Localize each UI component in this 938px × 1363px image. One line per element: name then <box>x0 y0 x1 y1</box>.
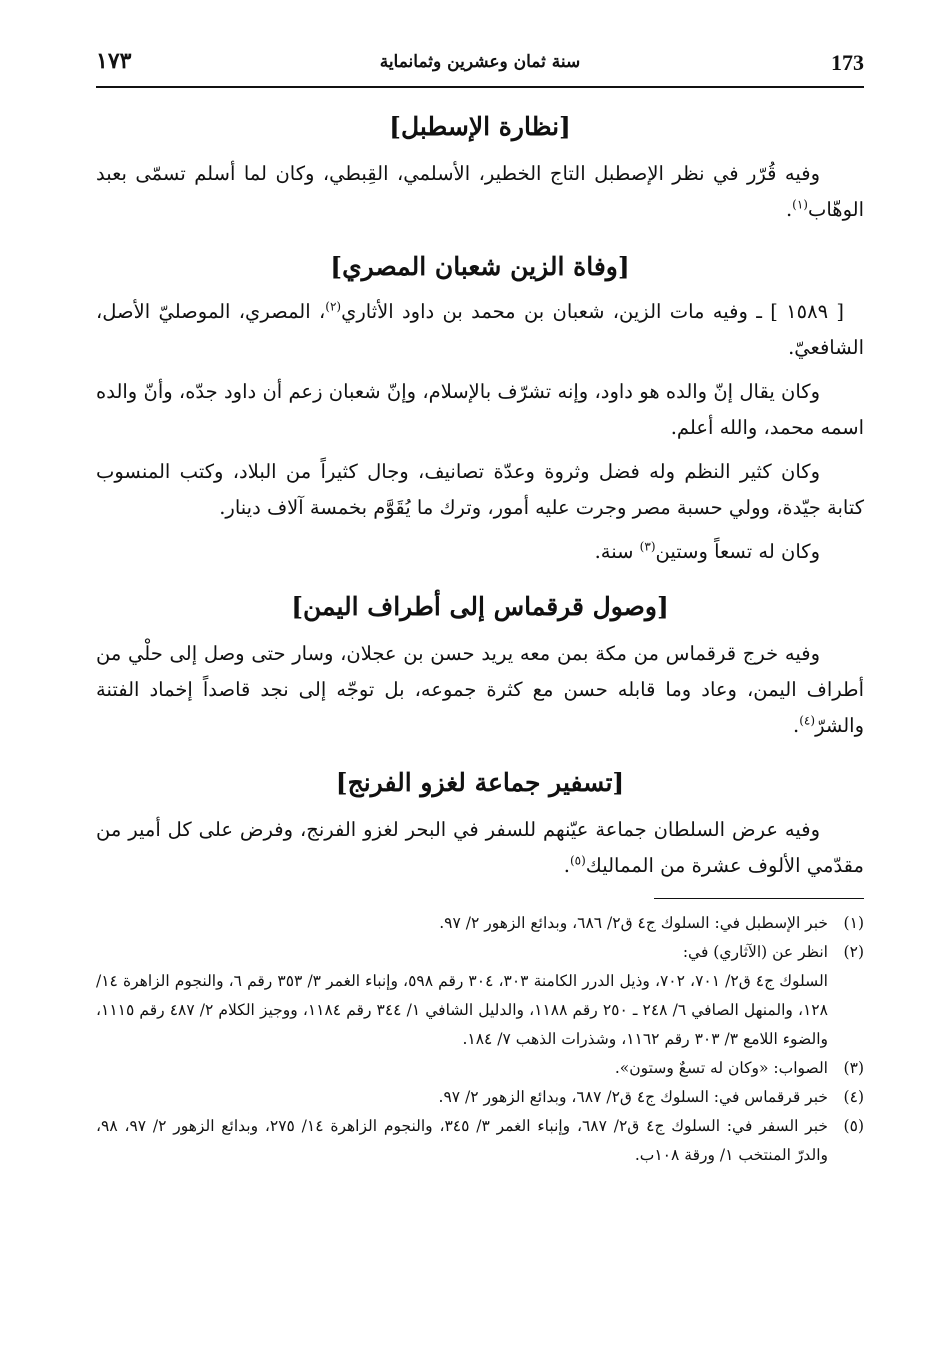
paragraph-stable: وفيه قُرّر في نظر الإصطبل التاج الخطير، الأسلمي، القِبطي، وكان لما أسلم تسمّى بعبد الوهّاب$^{(١)}$. <box>96 162 864 221</box>
footnote-continuation: السلوك ج٤ ق٢/ ٧٠١، ٧٠٢، وذيل الدرر الكامنة ٣٠٣، ٣٠٤ رقم ٥٩٨، وإنباء الغمر ٣/ ٣٥٣ رقم ٦، والنجوم الزاهرة ١٤/ ١٢٨، والمنهل الصافي ٦/ ٢٤٨ ـ ٢٥٠ رقم ١١٨٨، والدليل الشافي ١/ ٣٤٤ رقم ١١٨٤، ووجيز الكلام ٢/ ٤٨٧ رقم ١١١٥، والضوء اللامع ٣/ ٣٠٣ رقم ١١٦٢، وشذرات الذهب ٧/ ١٨٤. <box>96 972 828 1048</box>
paragraph-age: وكان له تسعاً وستين$^{(٣)}$ سنة. <box>594 539 820 563</box>
section-title-death-zain: [وفاة الزين شعبان المصري] <box>330 252 630 281</box>
footnote-text: الصواب: «وكان له تسعٌ وستون». <box>614 1059 828 1077</box>
page-number-arabic: ١٧٣ <box>96 48 132 74</box>
footnote-item <box>96 909 864 938</box>
section-title-stable: [نظارة الإسطبل] <box>389 112 571 141</box>
footnote-text: خبر قرقماس في: السلوك ج٤ ق٢/ ٦٨٧، وبدائع الزهور ٢/ ٩٧. <box>438 1088 828 1106</box>
page-number-latin: 173 <box>831 50 864 75</box>
footnote-text: انظر عن (الآثاري) في: <box>682 943 828 961</box>
footnote-item <box>96 1112 864 1170</box>
footnote-ref: (٥) <box>569 853 586 868</box>
footnote-ref: (٢) <box>325 299 342 314</box>
footnote-ref: (٣) <box>639 539 656 554</box>
paragraph-qurqmas: وفيه خرج قرقماس من مكة بمن معه يريد حسن بن عجلان، وسار حتى وصل إلى حلْي من أطراف اليمن، وعاد وما قابله حسن مع كثرة جموعه، بل توجّه إلى نجد قاصداً إخماد الفتنة والشرّ$^{(٤)}$. <box>96 642 864 737</box>
section-title-qurqmas: [وصول قرقماس إلى أطراف اليمن] <box>291 592 669 621</box>
page-header <box>96 40 864 88</box>
footnote-number: (٢) <box>843 943 864 961</box>
paragraph-works: وكان كثير النظم وله فضل وثروة وعدّة تصانيف، وجال كثيراً من البلاد، وكتب المنسوب كتابة جيّدة، وولي حسبة مصر وجرت عليه أمور، وترك ما يُقَوَّم بخمسة آلاف دينار. <box>96 460 864 519</box>
paragraph-father: وكان يقال إنّ والده هو داود، وإنه تشرّف بالإسلام، وإنّ شعبان زعم أن داود جدّه، وأنّ والده اسمه محمد، والله أعلم. <box>96 380 864 439</box>
paragraph-franks: وفيه عرض السلطان جماعة عيّنهم للسفر في البحر لغزو الفرنج، وفرض على كل أمير من مقدّمي الألوف عشرة من المماليك$^{(٥)}$. <box>96 818 864 877</box>
book-page <box>96 40 864 1330</box>
footnote-number: (٣) <box>843 1059 864 1077</box>
footnote-item <box>96 1083 864 1112</box>
paragraph-biography-entry: [ ١٥٨٩ ] ـ وفيه مات الزين، شعبان بن محمد بن داود الأثاري$^{(٢)}$، المصري، الموصليّ الأصل، الشافعيّ. <box>96 299 864 359</box>
footnote-separator <box>654 898 864 899</box>
footnote-ref: (١) <box>792 197 808 212</box>
footnote-number: (٤) <box>843 1088 864 1106</box>
footnotes <box>96 909 864 1170</box>
footnote-text: خبر السفر في: السلوك ج٤ ق٢/ ٦٨٧، وإنباء الغمر ٣/ ٣٤٥، والنجوم الزاهرة ١٤/ ٢٧٥، وبدائع الزهور ٢/ ٩٧، ٩٨، والدرّ المنتخب ١/ ورقة ١٠٨ب. <box>96 1117 828 1164</box>
section-title-franks: [تسفير جماعة لغزو الفرنج] <box>335 768 625 797</box>
footnote-number: (١) <box>843 914 864 932</box>
footnote-item <box>96 938 864 967</box>
footnote-number: (٥) <box>843 1117 864 1135</box>
footnote-text: خبر الإسطبل في: السلوك ج٤ ق٢/ ٦٨٦، وبدائع الزهور ٢/ ٩٧. <box>439 914 828 932</box>
footnote-ref: (٤) <box>799 713 816 728</box>
main-text <box>96 110 864 884</box>
footnote-item <box>96 1054 864 1083</box>
running-title: سنة ثمان وعشرين وثمانماية <box>379 52 581 72</box>
